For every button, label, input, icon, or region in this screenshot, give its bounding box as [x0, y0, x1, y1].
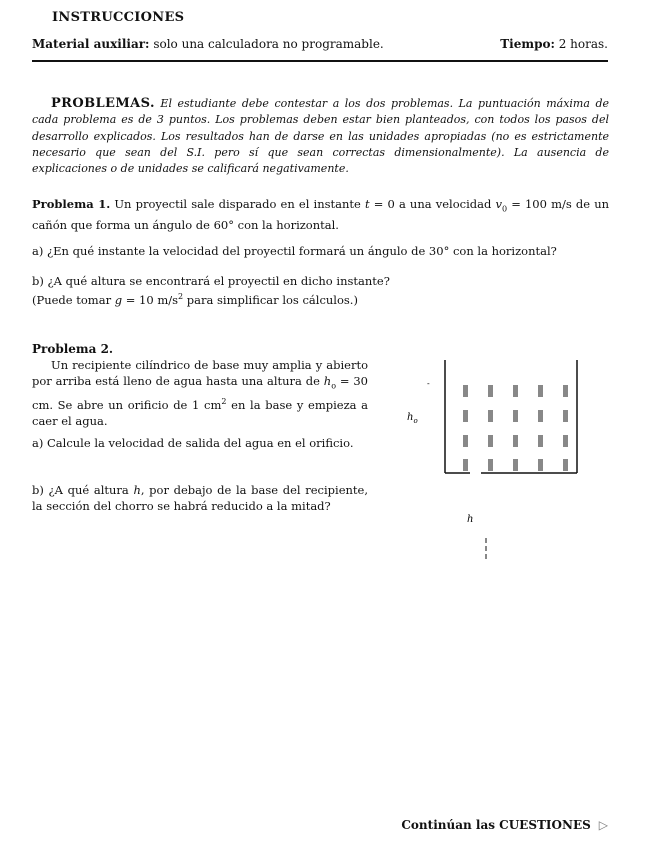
- container-diagram: [400, 352, 590, 572]
- water-pattern: [463, 385, 568, 471]
- problem-2-statement: [32, 357, 368, 429]
- variable-v0: v: [495, 197, 502, 211]
- problem-1-text-3: = 100 m/s de un cañón que forma un ángulo de 60° con la horizontal.: [32, 197, 610, 233]
- problem-1-statement: [32, 196, 609, 233]
- tiempo-label: Tiempo:: [500, 37, 555, 51]
- variable-g: g: [114, 292, 123, 307]
- problem-2-b-text-1: b) ¿A qué altura: [32, 483, 129, 497]
- problem-1-b-text-2: = 10 m/s: [125, 292, 179, 307]
- problem-2-question-a: a) Calcule la velocidad de salida del agua en el orificio.: [32, 436, 354, 450]
- footer-continue: [401, 818, 608, 832]
- problem-1-question-a: a) ¿En qué instante la velocidad del proyectil formará un ángulo de 30° con la horizontal?: [32, 244, 557, 258]
- label-h0: $h_o$: [407, 412, 418, 425]
- intro-text: El estudiante debe contestar a los dos problemas. La puntuación máxima de cada problema es de 3 puntos. Los problemas deben estar bien planteados, con todos los pasos del desarrollo explicados. Los resultados han de darse en las unidades apropiadas (no es estrictamente necesario que sean del S.I. pero sí que sean correctas dimensionalmente). La ausencia de explicaciones o de unidades se calificará negativamente.: [32, 97, 609, 176]
- problem-2-text-1: Un recipiente cilíndrico de base muy amplia y abierto por arriba está lleno de agua hasta una altura de: [32, 358, 368, 388]
- header-divider: [32, 60, 608, 62]
- intro-lead: PROBLEMAS.: [51, 96, 155, 111]
- tiempo: [500, 37, 608, 51]
- problem-1-title: Problema 1.: [32, 197, 111, 211]
- material-auxiliar: [32, 37, 384, 51]
- problem-2-text-3: en la base y empieza a caer el agua.: [32, 398, 369, 429]
- problem-1-text-1: Un proyectil sale disparado en el instante: [114, 197, 361, 211]
- label-h: h: [467, 514, 474, 525]
- next-arrow-icon: ▷: [598, 818, 608, 832]
- problem-2-b-text-2: , por debajo de la base del recipiente, la sección del chorro se habrá reducido a la mitad?: [32, 483, 368, 513]
- problems-intro: [32, 96, 609, 177]
- variable-v0-sub: 0: [501, 204, 508, 214]
- problem-1-b-text-3: para simplificar los cálculos.): [186, 292, 358, 307]
- problem-2-title: Problema 2.: [32, 342, 114, 356]
- material-text: solo una calculadora no programable.: [153, 37, 384, 51]
- problem-2-text-2: = 30 cm. Se abre un orificio de 1 cm: [32, 374, 368, 413]
- diagram-mark: -: [427, 379, 430, 388]
- problem-1-b-sup: 2: [178, 292, 184, 301]
- variable-h0: h: [323, 374, 332, 388]
- problem-2-sup: 2: [221, 397, 227, 407]
- footer-text: Continúan las CUESTIONES: [401, 818, 591, 832]
- problem-1-question-b: [32, 273, 609, 308]
- problem-1-b-line-1: b) ¿A qué altura se encontrará el proyectil en dicho instante?: [32, 274, 390, 288]
- problem-1-b-text-1: (Puede tomar: [32, 292, 112, 307]
- problem-2-question-b: [32, 482, 368, 514]
- variable-h0-sub: o: [331, 381, 337, 391]
- material-label: Material auxiliar:: [32, 37, 150, 51]
- problem-1-b-line-2: [32, 289, 609, 308]
- tiempo-value: 2 horas.: [558, 37, 608, 51]
- variable-t: t: [364, 197, 370, 211]
- problem-1-text-2: = 0 a una velocidad: [373, 197, 492, 211]
- instructions-title: INSTRUCCIONES: [52, 10, 185, 25]
- variable-h: h: [133, 483, 141, 497]
